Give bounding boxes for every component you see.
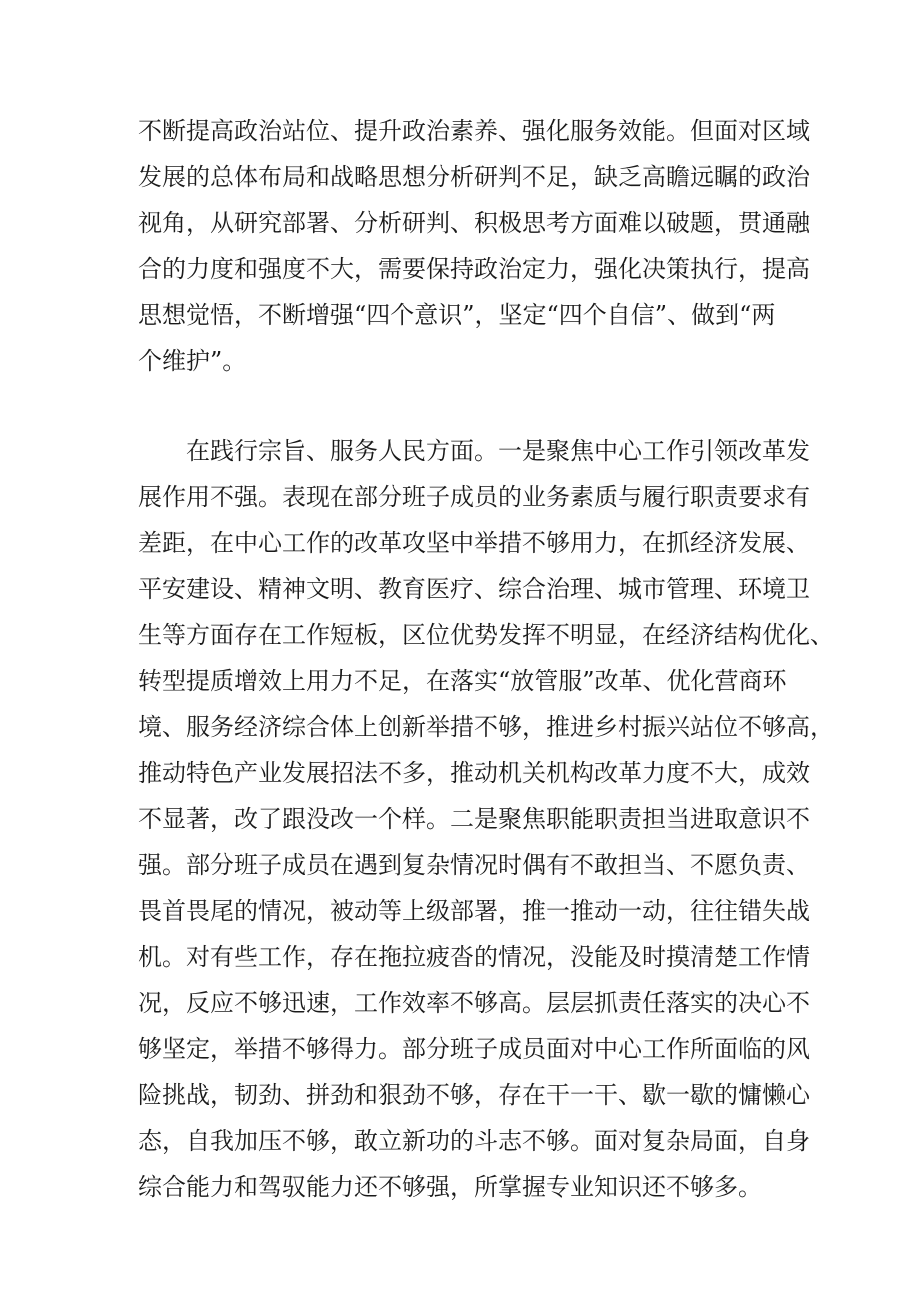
text-line: 合的力度和强度不大，需要保持政治定力，强化决策执行，提高: [138, 255, 810, 283]
text-line: 转型提质增效上用力不足，在落实“放管服”改革、优化营商环: [138, 667, 787, 695]
text-line: 不断提高政治站位、提升政治素养、强化服务效能。但面对区域: [138, 117, 810, 145]
text-line: 差距，在中心工作的改革攻坚中举措不够用力，在抓经济发展、: [138, 529, 810, 557]
text-line: 推动特色产业发展招法不多，推动机关机构改革力度不大，成效: [138, 759, 810, 787]
text-line: 况，反应不够迅速，工作效率不够高。层层抓责任落实的决心不: [138, 989, 810, 1017]
text-line: 畏首畏尾的情况，被动等上级部署，推一推动一动，往往错失战: [138, 897, 810, 925]
text-line: 态，自我加压不够，敢立新功的斗志不够。面对复杂局面，自身: [138, 1127, 810, 1155]
text-line: 综合能力和驾驭能力还不够强，所掌握专业知识还不够多。: [138, 1173, 762, 1201]
text-line: 生等方面存在工作短板，区位优势发挥不明显，在经济结构优化、: [138, 621, 834, 649]
text-line: 个维护”。: [138, 347, 247, 375]
text-line: 发展的总体布局和战略思想分析研判不足，缺乏高瞻远瞩的政治: [138, 163, 810, 191]
text-line: 境、服务经济综合体上创新举措不够，推进乡村振兴站位不够高，: [138, 713, 834, 741]
text-line: 不显著，改了跟没改一个样。二是聚焦职能职责担当进取意识不: [138, 805, 810, 833]
text-line: 视角，从研究部署、分析研判、积极思考方面难以破题，贯通融: [138, 209, 810, 237]
text-line: 险挑战，韧劲、拼劲和狠劲不够，存在干一干、歇一歇的慵懒心: [138, 1081, 810, 1109]
text-line: 平安建设、精神文明、教育医疗、综合治理、城市管理、环境卫: [138, 575, 810, 603]
text-line: 思想觉悟，不断增强“四个意识”，坚定“四个自信”、做到“两: [138, 301, 776, 329]
text-line: 够坚定，举措不够得力。部分班子成员面对中心工作所面临的风: [138, 1035, 810, 1063]
text-line: 强。部分班子成员在遇到复杂情况时偶有不敢担当、不愿负责、: [138, 851, 810, 879]
text-line: 展作用不强。表现在部分班子成员的业务素质与履行职责要求有: [138, 483, 810, 511]
text-line: 在践行宗旨、服务人民方面。一是聚焦中心工作引领改革发: [186, 437, 810, 465]
text-line: 机。对有些工作，存在拖拉疲沓的情况，没能及时摸清楚工作情: [138, 943, 810, 971]
